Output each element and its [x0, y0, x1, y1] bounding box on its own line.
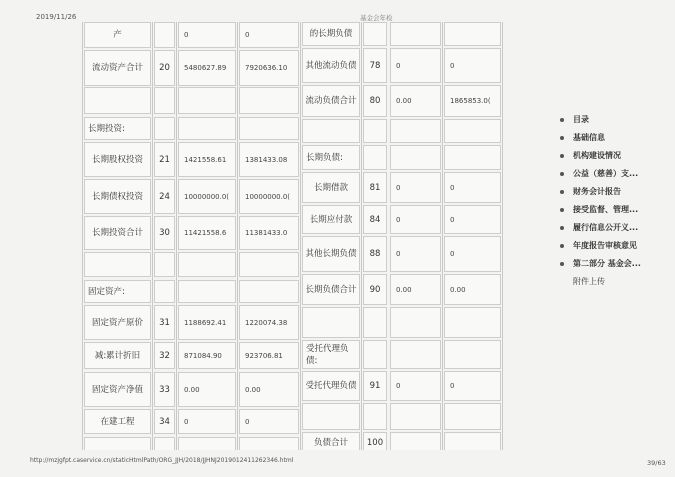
nav-item[interactable] [560, 111, 641, 129]
left-item-cell [84, 437, 151, 450]
bullet-icon [560, 244, 564, 248]
left-end-cell [239, 437, 299, 450]
right-end-cell [444, 340, 501, 369]
left-end-cell: 0 [239, 22, 299, 48]
left-line-cell: 31 [154, 305, 175, 340]
nav-item[interactable] [560, 219, 641, 237]
left-item-cell: 在建工程 [84, 409, 151, 434]
right-item-cell: 其他长期负债 [302, 236, 360, 272]
right-end-cell: 1865853.0( [444, 85, 501, 117]
right-end-cell: 0 [444, 205, 501, 234]
left-begin-cell: 11421558.6 [178, 216, 236, 250]
right-line-cell: 78 [363, 48, 387, 83]
bullet-icon [560, 208, 564, 212]
right-line-cell [363, 145, 387, 170]
left-begin-cell: 1421558.61 [178, 142, 236, 177]
left-line-cell [154, 117, 175, 140]
right-item-cell: 流动负债合计 [302, 85, 360, 117]
left-begin-cell: 0.00 [178, 372, 236, 407]
right-begin-cell: 0.00 [390, 85, 441, 117]
footer-url: http://mzjgfpt.caservice.cn/staticHtmlPath/ORG_JJH/2018/JJHNJ2019012411262346.html [30, 457, 294, 464]
bullet-icon [560, 226, 564, 230]
left-line-cell: 20 [154, 50, 175, 86]
right-line-cell [363, 119, 387, 143]
bullet-icon [560, 118, 564, 122]
nav-item-label: 附件上传 [573, 277, 605, 286]
right-begin-cell: 0 [390, 236, 441, 272]
right-line-cell [363, 307, 387, 338]
left-item-cell: 固定资产净值 [84, 372, 151, 407]
bullet-icon [560, 154, 564, 158]
right-item-cell: 其他流动负债 [302, 48, 360, 83]
nav-item[interactable] [560, 165, 641, 183]
right-begin-cell: 0 [390, 48, 441, 83]
left-begin-cell: 10000000.0( [178, 179, 236, 214]
right-item-cell [302, 307, 360, 338]
nav-item[interactable] [560, 237, 641, 255]
nav-item-label: 目录 [573, 115, 589, 124]
left-begin-cell: 0 [178, 409, 236, 434]
right-line-cell [363, 340, 387, 369]
left-end-cell: 1220074.38 [239, 305, 299, 340]
left-line-cell: 32 [154, 342, 175, 369]
right-line-cell: 81 [363, 172, 387, 203]
left-item-cell: 长期投资: [84, 117, 151, 140]
left-begin-cell: 871084.90 [178, 342, 236, 369]
left-end-cell: 923706.81 [239, 342, 299, 369]
right-item-cell: 受托代理负债 [302, 371, 360, 401]
right-end-cell: 0.00 [444, 274, 501, 305]
right-end-cell [444, 403, 501, 430]
nav-item[interactable] [560, 147, 641, 165]
right-item-cell: 长期应付款 [302, 205, 360, 234]
report-outline-nav [560, 111, 641, 291]
right-end-cell [444, 145, 501, 170]
left-item-cell: 长期投资合计 [84, 216, 151, 250]
right-line-cell [363, 403, 387, 430]
nav-item-label: 机构建设情况 [573, 151, 621, 160]
right-item-cell: 负债合计 [302, 432, 360, 450]
left-line-cell [154, 437, 175, 450]
nav-item[interactable] [560, 183, 641, 201]
bullet-icon [560, 172, 564, 176]
left-begin-cell [178, 117, 236, 140]
right-item-cell: 长期借款 [302, 172, 360, 203]
right-begin-cell [390, 432, 441, 450]
bullet-icon [560, 136, 564, 140]
right-line-cell: 100 [363, 432, 387, 450]
right-item-cell: 受托代理负债: [302, 340, 360, 369]
right-begin-cell [390, 340, 441, 369]
left-begin-cell [178, 87, 236, 114]
left-end-cell: 11381433.0 [239, 216, 299, 250]
left-line-cell: 30 [154, 216, 175, 250]
left-end-cell: 10000000.0( [239, 179, 299, 214]
left-begin-cell: 0 [178, 22, 236, 48]
nav-item[interactable] [560, 255, 641, 273]
left-begin-cell: 1188692.41 [178, 305, 236, 340]
nav-item-label: 年度报告审核意见 [573, 241, 637, 250]
print-title: 基金会年检 [360, 14, 393, 22]
left-begin-cell: 5480627.89 [178, 50, 236, 86]
left-line-cell [154, 252, 175, 277]
right-begin-cell [390, 22, 441, 46]
nav-item-label: 履行信息公开义... [573, 223, 639, 232]
left-item-cell: 固定资产: [84, 280, 151, 303]
bullet-icon [560, 190, 564, 194]
right-line-cell: 88 [363, 236, 387, 272]
left-item-cell [84, 87, 151, 114]
right-end-cell: 0 [444, 236, 501, 272]
left-line-cell [154, 280, 175, 303]
print-date: 2019/11/26 [36, 13, 77, 21]
left-item-cell: 长期债权投资 [84, 179, 151, 214]
nav-item[interactable] [560, 273, 641, 291]
right-item-cell: 的长期负债 [302, 22, 360, 46]
right-end-cell: 0 [444, 48, 501, 83]
left-end-cell: 1381433.08 [239, 142, 299, 177]
right-begin-cell [390, 307, 441, 338]
left-line-cell [154, 87, 175, 114]
right-begin-cell: 0.00 [390, 274, 441, 305]
left-item-cell [84, 252, 151, 277]
left-begin-cell [178, 280, 236, 303]
left-item-cell: 产 [84, 22, 151, 48]
left-line-cell: 24 [154, 179, 175, 214]
nav-item[interactable] [560, 201, 641, 219]
right-begin-cell: 0 [390, 205, 441, 234]
right-line-cell: 91 [363, 371, 387, 401]
left-line-cell: 21 [154, 142, 175, 177]
left-item-cell: 固定资产原价 [84, 305, 151, 340]
left-item-cell: 长期股权投资 [84, 142, 151, 177]
nav-item-label: 第二部分 基金会... [573, 259, 641, 268]
right-end-cell: 0 [444, 371, 501, 401]
right-end-cell [444, 119, 501, 143]
bullet-icon [560, 262, 564, 266]
nav-item[interactable] [560, 129, 641, 147]
footer-page-number: 39/63 [647, 459, 666, 467]
left-end-cell [239, 117, 299, 140]
right-item-cell: 长期负债: [302, 145, 360, 170]
right-line-cell: 84 [363, 205, 387, 234]
right-line-cell: 90 [363, 274, 387, 305]
left-end-cell [239, 280, 299, 303]
nav-item-label: 接受监督、管理... [573, 205, 639, 214]
left-item-cell: 流动资产合计 [84, 50, 151, 86]
left-item-cell: 减:累计折旧 [84, 342, 151, 369]
right-end-cell: 0 [444, 172, 501, 203]
left-line-cell: 34 [154, 409, 175, 434]
left-begin-cell [178, 437, 236, 450]
right-end-cell [444, 432, 501, 450]
nav-item-label: 财务会计报告 [573, 187, 621, 196]
left-end-cell: 7920636.10 [239, 50, 299, 86]
left-begin-cell [178, 252, 236, 277]
right-begin-cell [390, 403, 441, 430]
left-end-cell [239, 252, 299, 277]
right-item-cell [302, 403, 360, 430]
left-end-cell: 0.00 [239, 372, 299, 407]
balance-sheet-table [82, 22, 503, 450]
right-line-cell: 80 [363, 85, 387, 117]
right-begin-cell [390, 145, 441, 170]
nav-item-label: 公益（慈善）支... [573, 169, 639, 178]
right-begin-cell: 0 [390, 172, 441, 203]
right-end-cell [444, 22, 501, 46]
left-end-cell [239, 87, 299, 114]
left-line-cell [154, 22, 175, 48]
right-item-cell [302, 119, 360, 143]
right-begin-cell: 0 [390, 371, 441, 401]
left-line-cell: 33 [154, 372, 175, 407]
right-item-cell: 长期负债合计 [302, 274, 360, 305]
right-end-cell [444, 307, 501, 338]
left-end-cell: 0 [239, 409, 299, 434]
right-line-cell [363, 22, 387, 46]
right-begin-cell [390, 119, 441, 143]
nav-item-label: 基础信息 [573, 133, 605, 142]
